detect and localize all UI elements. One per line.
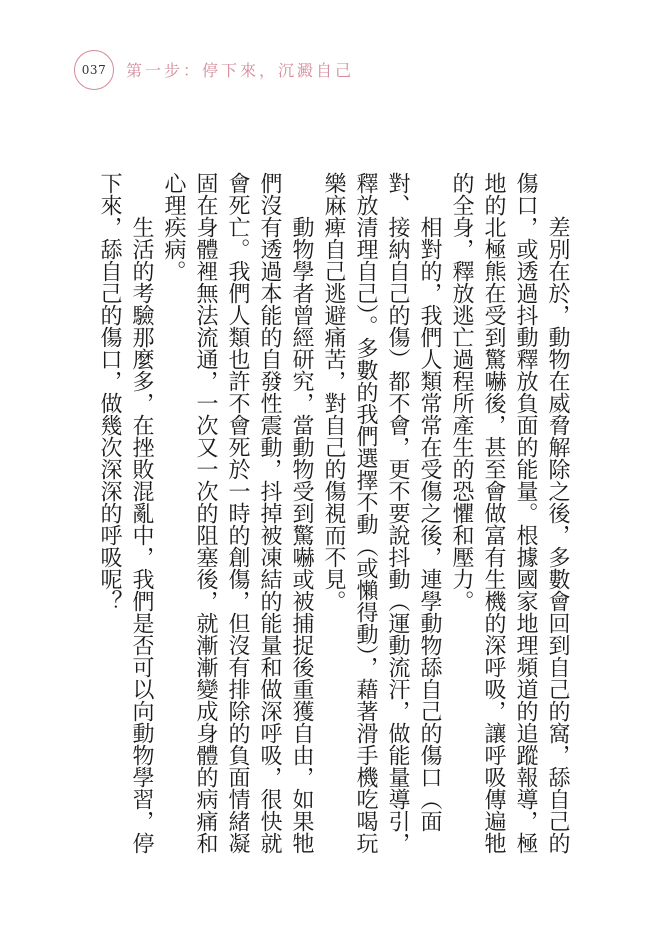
paragraph: 差別在於，動物在威脅解除之後，多數會回到自己的窩，舔自己的傷口，或透過抖動釋放負面的能量。根據國家地理頻道的追蹤報導，極地的北極熊在受到驚嚇後，甚至會做富有生機的深呼吸，讓呼吸傳遍牠的全身，釋放逃亡過程所產生的恐懼和壓力。 (449, 172, 570, 854)
chapter-title: 第一步：停下來，沉澱自己 (126, 61, 355, 80)
body-text (93, 172, 573, 862)
page-number: 037 (81, 63, 107, 77)
paragraph: 相對的，我們人類常常在受傷之後，連學動物舔自己的傷口（面對、接納自己的傷）都不會，更不要說抖動（運動流汗，做能量導引，釋放清理自己）。多數的我們選擇不動（或懶得動），藉著滑手機吃喝玩樂麻痺自己逃避痛苦，對自己的傷視而不見。 (321, 172, 442, 854)
paragraph: 動物學者曾經研究，當動物受到驚嚇或被捕捉後重獲自由，如果牠們沒有透過本能的自發性震動，抖掉被凍結的能量和做深呼吸，很快就會死亡。我們人類也許不會死於一時的創傷，但沒有排除的負面情緒凝固在身體裡無法流通，一次又一次的阻塞後，就漸漸變成身體的病痛和心理疾病。 (161, 172, 314, 854)
page-number-badge (74, 50, 114, 90)
paragraph: 生活的考驗那麼多，在挫敗混亂中，我們是否可以向動物學習，停下來，舔自己的傷口，做幾次深深的呼吸呢？ (97, 172, 154, 854)
